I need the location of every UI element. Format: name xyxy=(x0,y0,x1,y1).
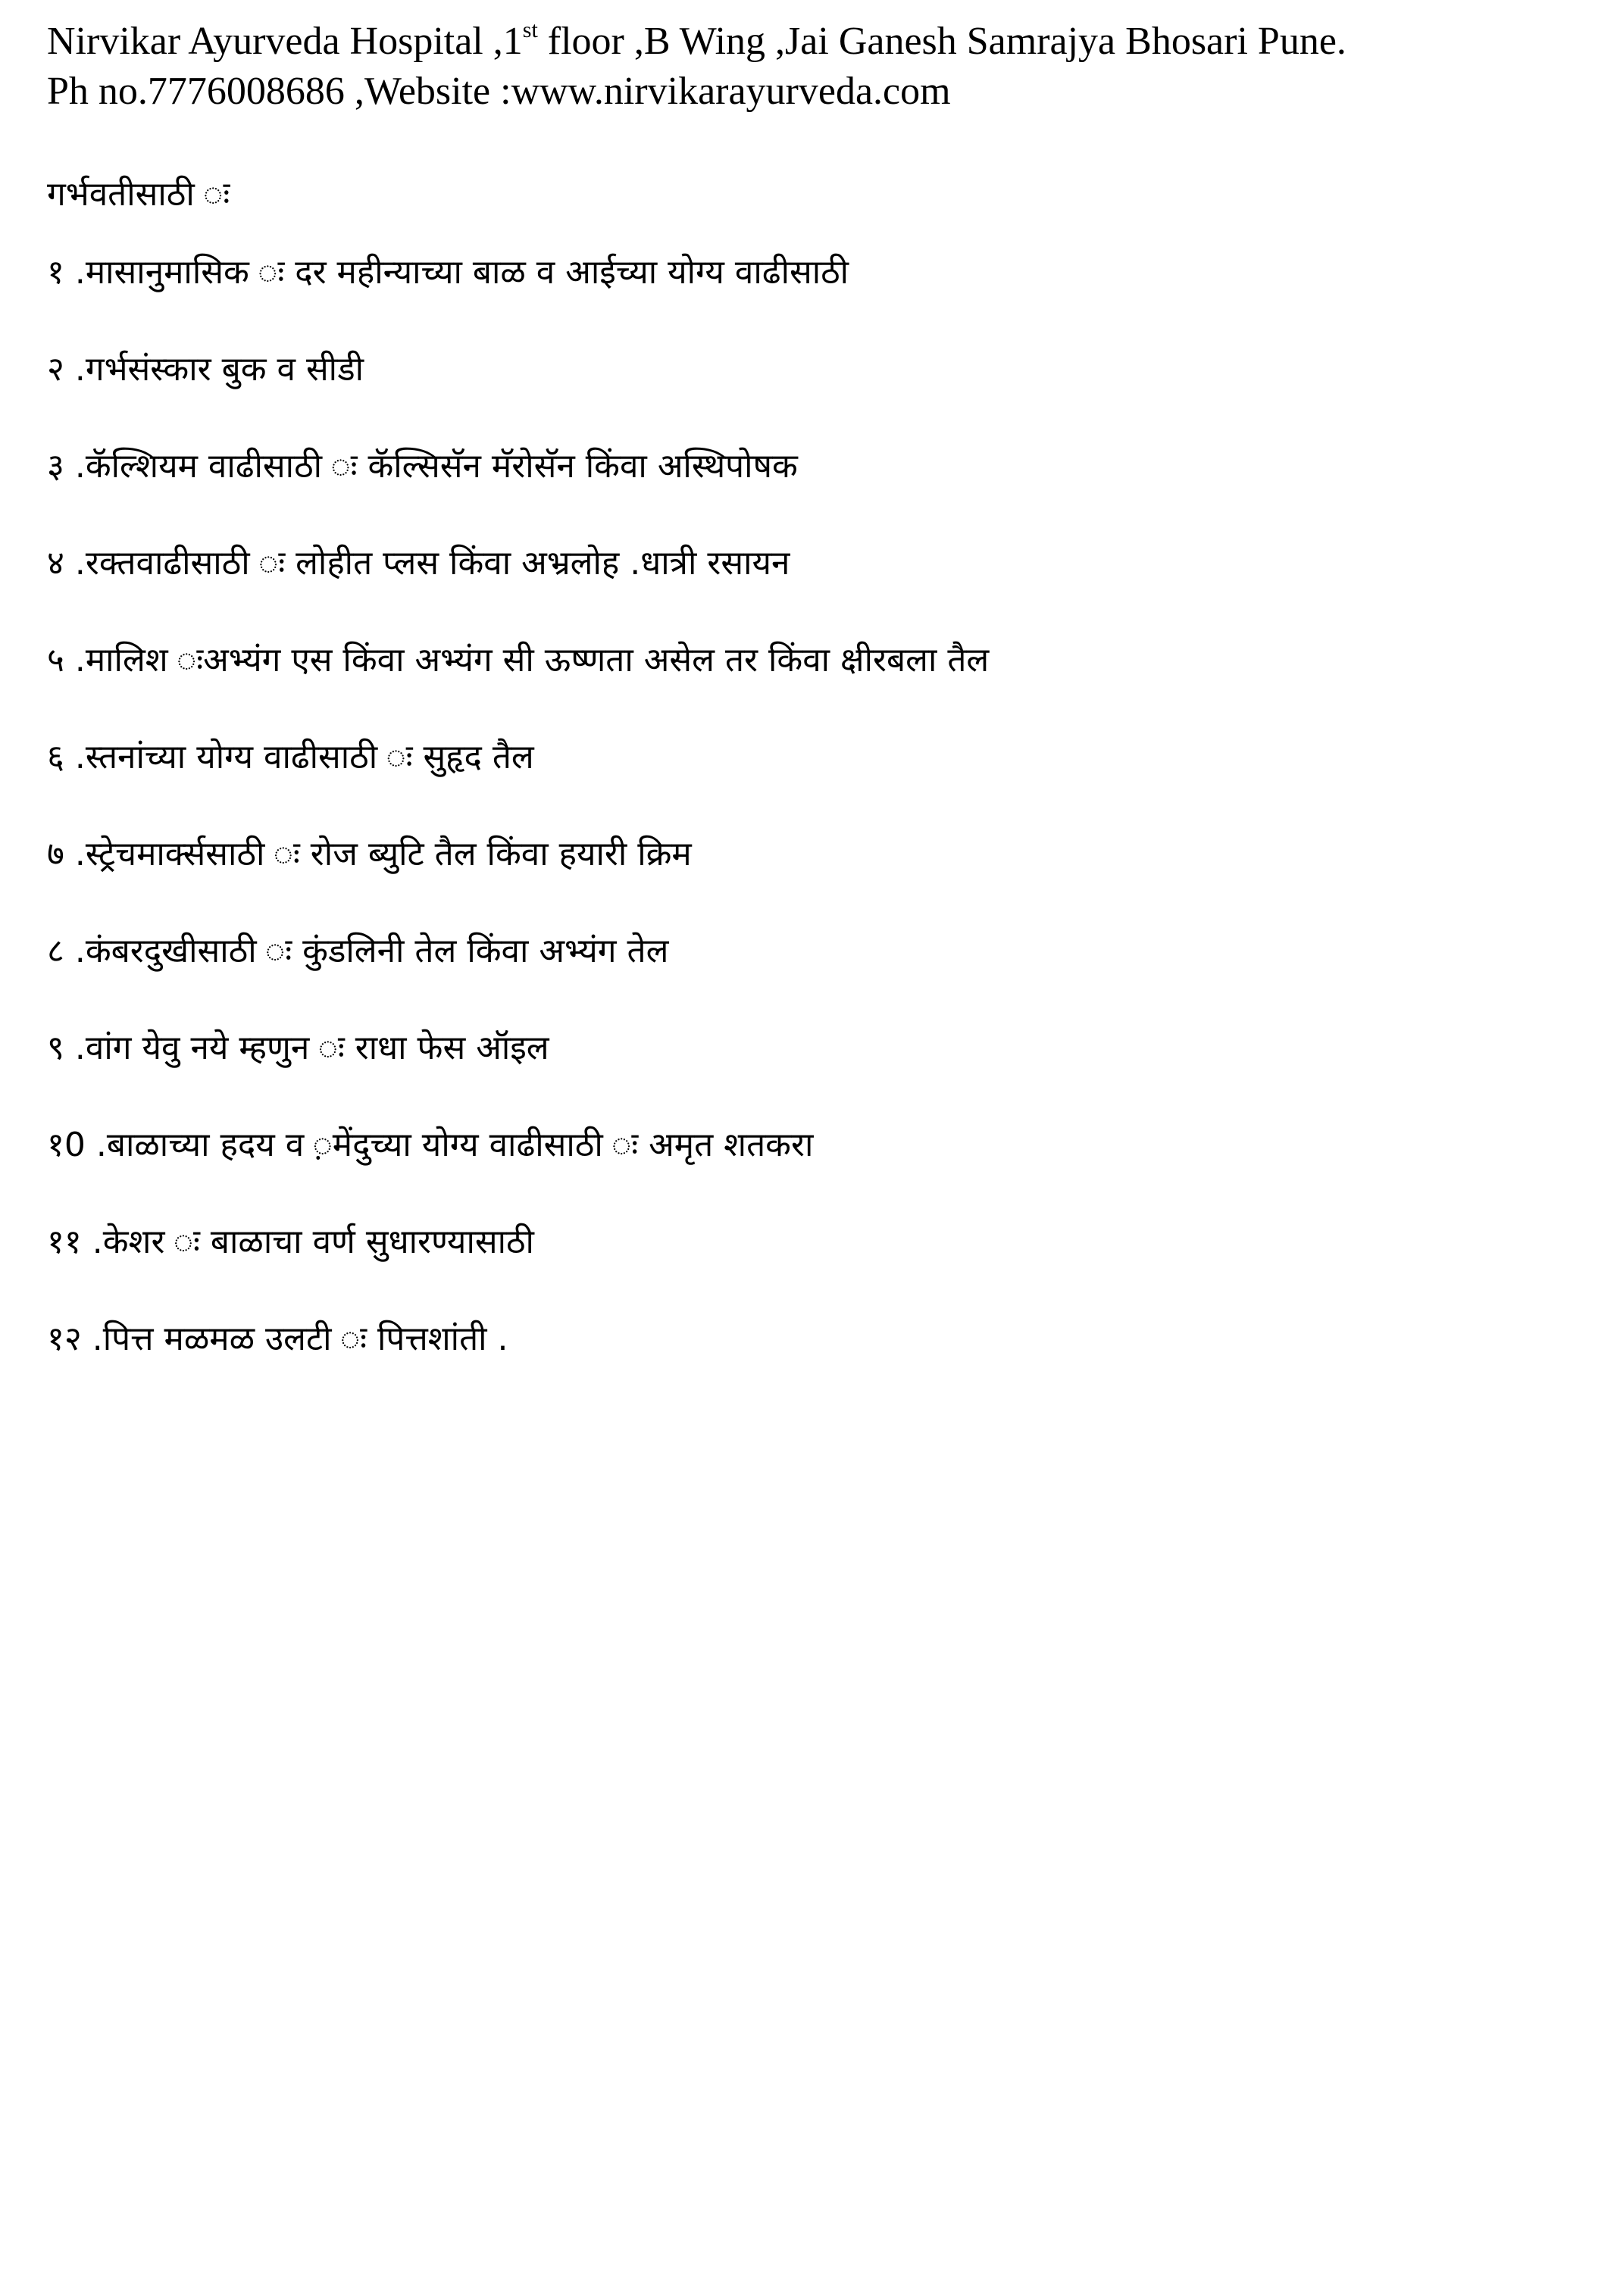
section-heading: गर्भवतीसाठी ः xyxy=(47,175,230,214)
list-item: १ .मासानुमासिक ः दर महीन्याच्या बाळ व आईच्या योग्य वाढीसाठी xyxy=(47,253,849,292)
list-item: १२ .पित्त मळमळ उलटी ः पित्तशांती . xyxy=(47,1320,508,1358)
list-item: ८ .कंबरदुखीसाठी ः कुंडलिनी तेल किंवा अभ्यंग तेल xyxy=(47,932,669,970)
product-list xyxy=(47,250,1593,1414)
list-item: ६ .स्तनांच्या योग्य वाढीसाठी ः सुहृद तैल xyxy=(47,738,534,776)
list-item: ११ .केशर ः बाळाचा वर्ण सुधारण्यासाठी xyxy=(47,1223,534,1261)
header-address-line xyxy=(47,17,1593,67)
list-item: ९ .वांग येवु नये म्हणुन ः राधा फेस ऑइल xyxy=(47,1029,549,1067)
header-contact-line: Ph no.7776008686 ,Website :www.nirvikarayurveda.com xyxy=(47,70,951,113)
header-ordinal-suffix: st xyxy=(522,17,538,42)
list-item: १0 .बाळाच्या हदय व ़मेंदुच्या योग्य वाढीसाठी ः अमृत शतकरा xyxy=(47,1126,814,1164)
list-item: ३ .कॅल्शियम वाढीसाठी ः कॅल्सिसॅन मॅरोसॅन किंवा अस्थिपोषक xyxy=(47,447,798,486)
list-item: ५ .मालिश ःअभ्यंग एस किंवा अभ्यंग सी ऊष्णता असेल तर किंवा क्षीरबला तैल xyxy=(47,641,990,679)
document-page xyxy=(47,17,1593,1414)
list-item: ४ .रक्तवाढीसाठी ः लोहीत प्लस किंवा अभ्रलोह .धात्री रसायन xyxy=(47,544,790,583)
hospital-header xyxy=(47,17,1593,117)
header-address-part2: floor ,B Wing ,Jai Ganesh Samrajya Bhosari Pune. xyxy=(537,20,1346,63)
list-item: ७ .स्ट्रेचमार्क्ससाठी ः रोज ब्युटि तैल किंवा हयारी क्रिम xyxy=(47,835,692,873)
list-item: २ .गर्भसंस्कार बुक व सीडी xyxy=(47,350,364,389)
header-address-part1: Nirvikar Ayurveda Hospital ,1 xyxy=(47,20,523,63)
